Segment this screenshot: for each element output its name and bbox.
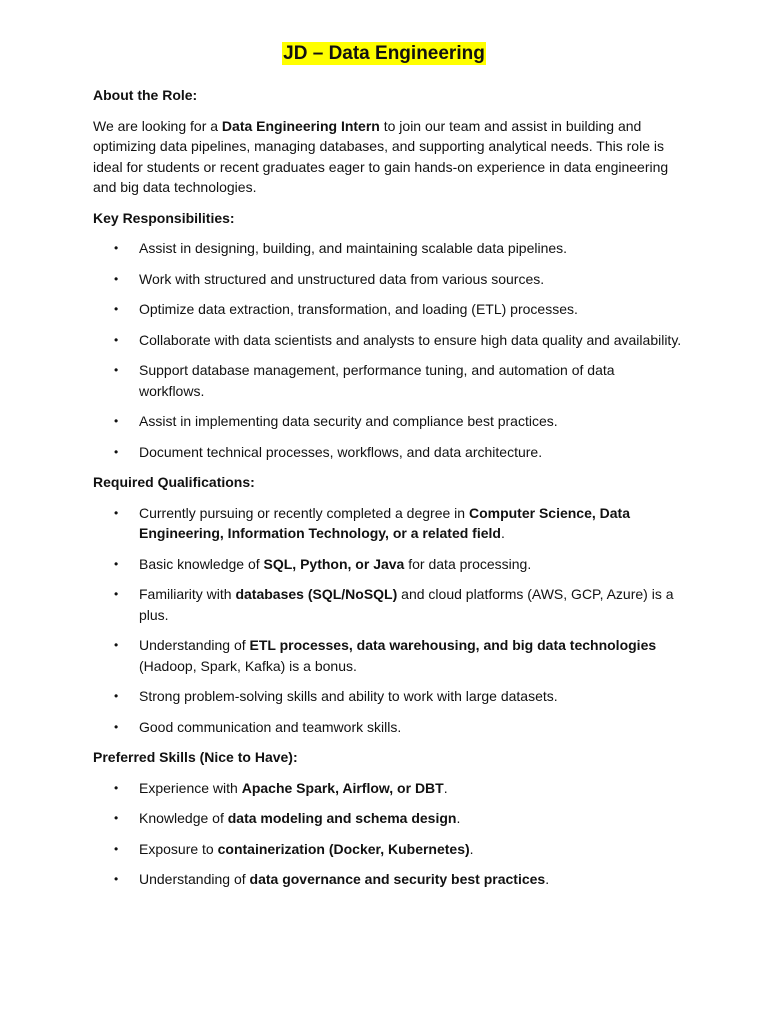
bullet-icon: • <box>114 556 119 571</box>
list-item-text: . <box>500 525 505 541</box>
list-item-text: Assist in implementing data security and compliance best practices. <box>139 413 558 429</box>
qualifications-heading: Required Qualifications: <box>93 474 255 490</box>
list-item-bold: containerization (Docker, Kubernetes) <box>217 840 470 857</box>
list-item-bold: ETL processes, data warehousing, and big data technologies <box>249 637 657 653</box>
bullet-icon: • <box>114 841 119 856</box>
list-item <box>93 839 683 860</box>
list-item <box>93 238 683 259</box>
page-title: JD – Data Engineering <box>283 43 485 64</box>
title-wrap <box>0 42 768 65</box>
about-heading: About the Role: <box>93 87 198 103</box>
list-item-text: Currently pursuing or recently completed a degree in <box>139 504 469 521</box>
bullet-icon: • <box>114 271 119 286</box>
list-item <box>93 635 683 676</box>
document-body <box>93 85 683 890</box>
list-item-bold: SQL, Python, or Java <box>263 555 405 572</box>
bullet-icon: • <box>114 689 119 703</box>
bullet-icon: • <box>114 444 119 459</box>
list-item <box>93 299 683 320</box>
bullet-icon: • <box>114 872 119 886</box>
responsibilities-list <box>93 238 683 462</box>
list-item-bold: Computer Science, Data Engineering, Information Technology, or a related field <box>139 504 631 541</box>
list-item-text: Understanding of <box>139 637 250 653</box>
list-item-text: Familiarity with <box>139 586 236 602</box>
list-item <box>93 269 683 290</box>
list-item <box>93 503 683 544</box>
list-item <box>93 330 683 351</box>
list-item <box>93 686 683 707</box>
list-item-text: Knowledge of <box>139 810 228 826</box>
list-item <box>93 869 683 890</box>
bullet-icon: • <box>114 811 119 825</box>
list-item <box>93 411 683 432</box>
list-item-text: . <box>545 871 550 887</box>
list-item <box>93 442 683 463</box>
bullet-icon: • <box>114 363 119 377</box>
about-text-1: We are looking for a <box>93 117 222 134</box>
list-item-bold: data modeling and schema design <box>227 810 457 826</box>
list-item <box>93 778 683 799</box>
bullet-icon: • <box>114 332 119 347</box>
bullet-icon: • <box>114 719 119 734</box>
list-item-text: and cloud platforms (AWS, GCP, Azure) is a plus. <box>139 586 674 623</box>
list-item-text: . <box>443 779 448 796</box>
about-text-2: to join our team and assist in building and optimizing data pipelines, managing databases, and supporting analytical needs. This role is ideal for students or recent graduates eager to gain hands-on experience in data engineering and big data technologies. <box>93 117 669 195</box>
bullet-icon: • <box>114 780 119 795</box>
list-item-text: Understanding of <box>139 871 250 887</box>
about-paragraph <box>93 116 683 198</box>
list-item-text: Document technical processes, workflows, and data architecture. <box>139 443 543 460</box>
list-item-bold: databases (SQL/NoSQL) <box>235 586 398 602</box>
list-item-text: for data processing. <box>404 555 532 572</box>
list-item-text: Support database management, performance tuning, and automation of data workflows. <box>139 362 615 399</box>
about-role-name: Data Engineering Intern <box>221 117 380 134</box>
bullet-icon: • <box>114 587 119 601</box>
bullet-icon: • <box>114 302 119 316</box>
list-item-text: . <box>469 840 474 857</box>
list-item <box>93 554 683 575</box>
bullet-icon: • <box>114 241 119 255</box>
list-item-text: Optimize data extraction, transformation, and loading (ETL) processes. <box>139 301 578 317</box>
list-item-text: Experience with <box>139 779 242 796</box>
list-item <box>93 717 683 738</box>
list-item <box>93 360 683 401</box>
list-item-text: Collaborate with data scientists and analysts to ensure high data quality and availability. <box>139 331 682 348</box>
list-item-bold: data governance and security best practices <box>249 871 546 887</box>
list-item-text: Work with structured and unstructured data from various sources. <box>139 270 545 287</box>
qualifications-list <box>93 503 683 738</box>
list-item-text: Exposure to <box>139 840 218 857</box>
list-item <box>93 808 683 829</box>
list-item <box>93 584 683 625</box>
preferred-list <box>93 778 683 890</box>
list-item-bold: Apache Spark, Airflow, or DBT <box>241 779 444 796</box>
responsibilities-heading: Key Responsibilities: <box>93 209 235 226</box>
list-item-text: Strong problem-solving skills and ability to work with large datasets. <box>139 688 558 704</box>
list-item-text: (Hadoop, Spark, Kafka) is a bonus. <box>139 657 357 674</box>
list-item-text: Basic knowledge of <box>139 555 264 572</box>
bullet-icon: • <box>114 505 119 520</box>
list-item-text: . <box>456 810 461 826</box>
bullet-icon: • <box>114 638 119 652</box>
list-item-text: Assist in designing, building, and maintaining scalable data pipelines. <box>139 240 568 256</box>
preferred-heading: Preferred Skills (Nice to Have): <box>93 749 298 765</box>
bullet-icon: • <box>114 414 119 428</box>
list-item-text: Good communication and teamwork skills. <box>139 718 402 735</box>
